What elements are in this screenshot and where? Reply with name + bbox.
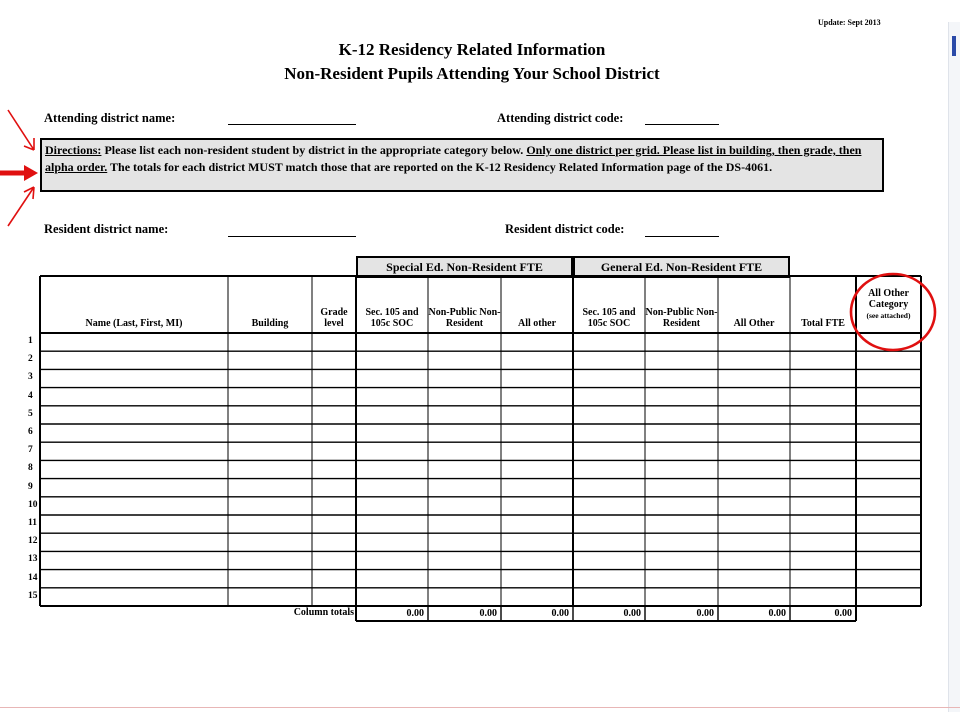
attending-district-name-label: Attending district name: [44, 111, 176, 125]
update-note: Update: Sept 2013 [818, 18, 881, 27]
row-number: 3 [28, 372, 33, 383]
row-number: 5 [28, 408, 33, 419]
annotation-arrow-head-icon [24, 165, 38, 181]
column-total-value: 0.00 [696, 608, 714, 619]
column-header-label: All other [517, 318, 557, 329]
row-number: 14 [28, 572, 38, 583]
row-number: 12 [28, 536, 38, 547]
column-header-note: (see attached) [866, 311, 911, 320]
column-total-value: 0.00 [768, 608, 786, 619]
column-header-label: Grade level [320, 307, 348, 329]
column-header-label: All Other Category [868, 288, 909, 310]
right-edge-marker-icon [952, 36, 956, 56]
annotation-upper-pointer-icon [8, 110, 34, 150]
row-number: 4 [28, 390, 33, 401]
column-header-label: All Other [733, 318, 775, 329]
row-number: 9 [28, 481, 33, 492]
row-number: 10 [28, 499, 38, 510]
row-number: 13 [28, 554, 38, 565]
resident-district-name-label: Resident district name: [44, 222, 169, 236]
row-number: 15 [28, 590, 38, 601]
column-total-value: 0.00 [479, 608, 497, 619]
column-total-value: 0.00 [623, 608, 641, 619]
column-header-label: Name (Last, First, MI) [85, 318, 183, 329]
row-number: 8 [28, 463, 33, 474]
page-subtitle: Non-Resident Pupils Attending Your School District [284, 64, 660, 83]
column-total-value: 0.00 [834, 608, 852, 619]
column-header-label: Total FTE [801, 318, 845, 329]
column-totals-label: Column totals [293, 607, 354, 618]
column-header-label: Sec. 105 and 105c SOC [365, 307, 419, 329]
row-number: 7 [28, 445, 33, 456]
directions-lead: Directions: [45, 143, 102, 157]
column-header-label: Building [251, 318, 289, 329]
directions-text-1: Please list each non-resident student by district in the appropriate category below. [101, 143, 527, 157]
column-total-value: 0.00 [406, 608, 424, 619]
column-header-label: Non-Public Non-Resident [645, 307, 718, 329]
row-number: 2 [28, 354, 33, 365]
row-number: 1 [28, 336, 33, 346]
directions-text-2: The totals for each district MUST match those that are reported on the K-12 Residency Related Information page of the DS-4061. [107, 160, 773, 174]
row-number: 6 [28, 427, 33, 437]
page-title: K-12 Residency Related Information [338, 40, 606, 59]
row-number: 11 [28, 518, 37, 528]
right-edge-bar [948, 22, 960, 712]
general-ed-group-header: General Ed. Non-Resident FTE [573, 256, 790, 278]
resident-district-code-label: Resident district code: [505, 222, 625, 236]
bottom-rule [0, 707, 960, 708]
column-total-value: 0.00 [551, 608, 569, 619]
directions-underlined: Only one district per grid. Please list in building, then grade, then alpha order. [45, 143, 862, 174]
column-header-label: Sec. 105 and 105c SOC [582, 307, 636, 329]
column-header-label: Non-Public Non-Resident [428, 307, 501, 329]
attending-district-code-label: Attending district code: [497, 111, 624, 125]
annotation-circle-icon [851, 274, 935, 350]
annotation-lower-pointer-icon [8, 187, 34, 226]
special-ed-group-header: Special Ed. Non-Resident FTE [356, 256, 573, 278]
